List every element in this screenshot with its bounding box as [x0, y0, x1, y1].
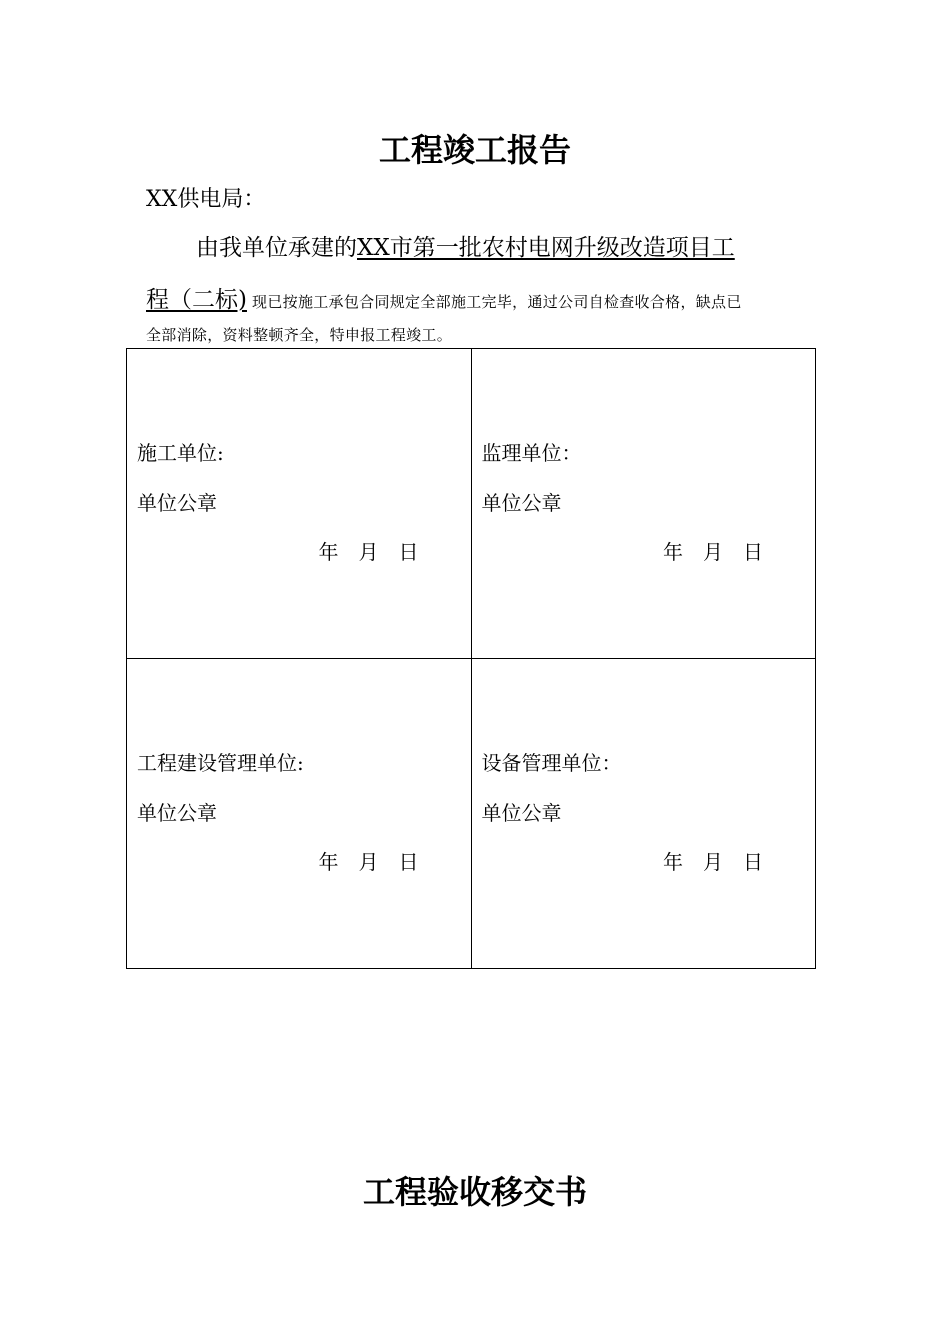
report-title: 工程竣工报告 [378, 131, 571, 169]
seal-text: 单位公章 [137, 801, 217, 825]
addressee: XX供电局： [146, 187, 266, 212]
handover-title: 工程验收移交书 [362, 1173, 587, 1211]
statement-text-1: 现已按施工承包合同规定全部施工完毕，通过公司自检查收合格，缺点已 [246, 293, 742, 311]
signature-cell-equipment-management [471, 659, 816, 969]
signature-row [127, 659, 816, 969]
report-body-line-1 [146, 232, 811, 264]
date-line: 年 月 日 [663, 540, 763, 564]
signature-cell-supervisor [471, 349, 816, 659]
date-line: 年 月 日 [318, 850, 419, 874]
date-line: 年 月 日 [663, 850, 763, 874]
signature-row [127, 349, 816, 659]
signature-cell-construction-management [127, 659, 472, 969]
signature-label: 监理单位： [481, 441, 582, 465]
signature-table [126, 348, 816, 969]
project-name-part-2: 程（二标) [146, 287, 247, 313]
project-name-part-1: XX市第一批农村电网升级改造项目工 [357, 235, 735, 261]
seal-text: 单位公章 [137, 491, 217, 515]
statement-text-2: 全部消除，资料整顿齐全，特申报工程竣工。 [146, 326, 453, 344]
date-line: 年 月 日 [318, 540, 419, 564]
intro-text: 由我单位承建的 [196, 235, 357, 261]
signature-cell-contractor [127, 349, 472, 659]
seal-text: 单位公章 [481, 801, 562, 825]
report-body-line-2 [146, 284, 811, 318]
signature-label: 施工单位: [137, 441, 224, 465]
signature-label: 工程建设管理单位: [137, 751, 304, 775]
seal-text: 单位公章 [481, 491, 562, 515]
signature-label: 设备管理单位： [481, 751, 622, 775]
